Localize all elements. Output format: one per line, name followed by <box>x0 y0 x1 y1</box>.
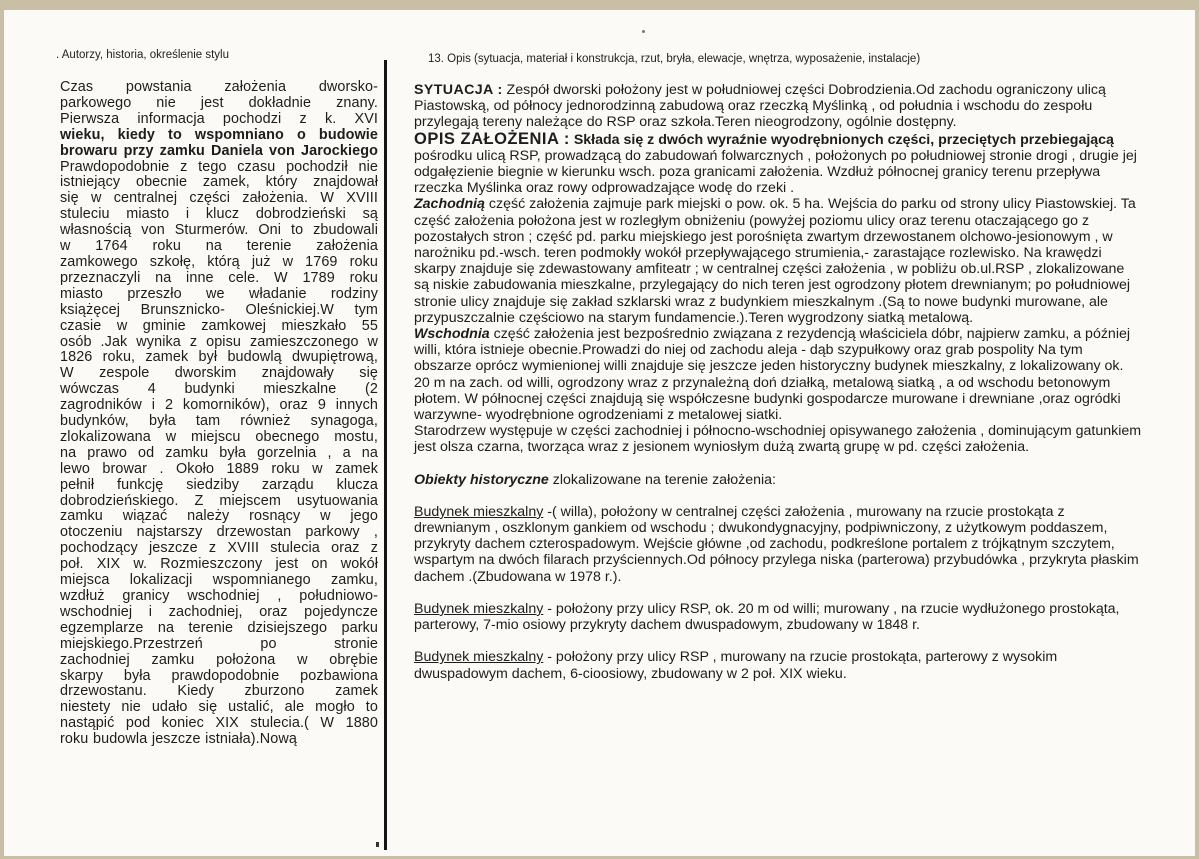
situation-paragraph <box>414 82 1142 131</box>
western-text: część założenia zajmuje park miejski o pow. ok. 5 ha. Wejścia do parku od strony ulicy Piastowskiej. Ta część założenia położona jest w rozległym obniżeniu (powyżej poziomu ulicy oraz terenu otaczającego go z pozostałych stron ; część pd. parku miejskiego jest porośnięta zwartym drzewostanem olchowo-jesionowym , w narożniku pd.-wsch. teren podmokły wokół przepływającego strumienia,- zarastające rozlewisko. Na krawędzi skarpy znajduje się zdewastowany amfiteatr ; w centralnej części założenia , w pobliżu ob.ul.RSP , zlokalizowane są niskie zabudowania mieszkalne, przylegający do nich teren jest ogrodzony płotem drewnianym; po południowej stronie ulicy znajduje się zakład szklarski wraz z budynkiem mieszkalnym .(Są to nowe budynki murowane, ale przypuszczalnie częściowo na starym fundamencie.).Teren wygrodzony siatką metalową. <box>414 196 1136 326</box>
history-line: stuleciu miasto i klucz dobrodzieński są <box>60 206 378 223</box>
history-line: przeznaczyli na inne cele. W 1789 roku <box>60 269 378 286</box>
historic-objects-heading <box>414 472 1142 488</box>
building-1-label: Budynek mieszkalny <box>414 503 544 520</box>
history-line: istniejący obecnie zamek, który znajdował <box>60 174 378 191</box>
history-line: niestety nie udało się ustalić, ale mogło to <box>60 699 378 716</box>
spacer <box>414 585 1142 601</box>
history-line: wówczas 4 budynki mieszkalne (2 <box>60 381 378 398</box>
history-line: W zespole dworskim znajdowały się <box>60 365 378 382</box>
spacer <box>414 633 1142 649</box>
old-trees-paragraph: Starodrzew występuje w części zachodniej i północno-wschodniej opisywanego założenia , dominującym gatunkiem jest olsza czarna, tworząca wraz z jesionem wyniosłym dużą zwartą grupę w pd. części założenia. <box>414 423 1142 456</box>
divider-mark <box>376 842 379 847</box>
layout-text: pośrodku ulicą RSP, prowadzącą do zabudowań folwarcznych , położonych po południowej stronie drogi , drugie jej odgałęzienie biegnie w kierunku wsch. poza granicami założenia. Wzdłuż północnej granicy terenu przepływa rzeczka Myślinka oraz rowy odprowadzające wodę do rzeki . <box>414 147 1137 197</box>
layout-paragraph <box>414 131 1142 197</box>
history-line: drzewostanu. Kiedy zburzono zamek <box>60 683 378 700</box>
history-line: dobrodzieńskiego. Z miejscem usytuowania <box>60 492 378 509</box>
history-line: miejskiego.Przestrzeń po stronie <box>60 635 378 652</box>
history-line: wzdłuż granicy wschodniej , południowo- <box>60 588 378 604</box>
layout-label: OPIS ZAŁOŻENIA : <box>414 129 570 148</box>
building-1-paragraph <box>414 504 1142 585</box>
right-column-header: 13. Opis (sytuacja, materiał i konstrukcja, rzut, bryła, elewacje, wnętrza, wyposażenie, instalacje) <box>428 53 921 65</box>
document-page <box>4 10 1195 856</box>
spacer <box>414 456 1142 472</box>
history-line: budynków, była tam również synagoga, <box>60 413 378 430</box>
western-part-paragraph <box>414 196 1142 326</box>
history-line: zlokalizowana w miejscu obecnego mostu, <box>60 428 378 445</box>
history-column <box>60 80 378 748</box>
eastern-text: część założenia jest bezpośrednio związana z rezydencją właściciela dóbr, najpierw zamku, a później willi, która istnieje obecnie.Prowadzi do niej od zachodu aleja - dąb szypułkowy oraz grab pospolity Na tym obszarze oprócz wymienionej willi znajduje się jeszcze jeden historyczny budynek mieszkalny, z lokalizowany ok. 20 m na zach. od willi, ogrodzony wraz z przynależną doń działką, metalową siatką , a od wschodu betonowym płotem. W północnej części znajdują się współczesne budynki gospodarcze murowane i drewniane ,oraz ogródki warzywne- wyodrębnione ogrodzeniami z metalowej siatki. <box>414 326 1131 424</box>
building-3-label: Budynek mieszkalny <box>414 649 544 666</box>
column-divider <box>384 60 387 850</box>
history-line: Czas powstania założenia dworsko- <box>60 79 378 95</box>
building-3-paragraph <box>414 649 1142 681</box>
building-2-text: - położony przy ulicy RSP, ok. 20 m od willi; murowany , na rzucie wydłużonego prostokąta, parterowy, 7-mio osiowy przykryty dachem dwuspadowym, zbudowany w 1848 r. <box>414 600 1120 634</box>
building-3-text: - położony przy ulicy RSP , murowany na rzucie prostokąta, parterowy z wysokim dwuspadowym dachem, 6-cioosiowy, zbudowany w 2 poł. XIX wieku. <box>414 649 1058 682</box>
history-line: wieku, kiedy to wspomniano o budowie <box>60 126 378 143</box>
history-line: książęcej Brunsznicko- Oleśnickiej.W tym <box>60 301 378 318</box>
building-2-label: Budynek mieszkalny <box>414 600 544 617</box>
history-line: roku budowla jeszcze istniała).Nową <box>60 731 297 748</box>
historic-objects-label: Obiekty historyczne <box>414 471 549 488</box>
description-column <box>414 82 1142 682</box>
history-line: egzemplarze na terenie dzisiejszego parku <box>60 619 378 636</box>
building-2-paragraph <box>414 601 1142 633</box>
history-line: poł. XIX w. Rozmieszczony jest on wokół <box>60 556 378 573</box>
history-line: pochodzący jeszcze z XVIII stulecia oraz z <box>60 540 378 557</box>
history-line: pełnił funkcję siedziby zarządu klucza <box>60 476 378 493</box>
history-line: parkowego nie jest dokładnie znany. <box>60 94 378 111</box>
history-line: w 1764 roku na terenie założenia <box>60 238 378 255</box>
history-line: osób .Jak wynika z opisu zamieszczonego w <box>60 333 378 350</box>
western-label: Zachodnią <box>414 196 485 213</box>
history-line: się w centralnej części założenia. W XVIII <box>60 190 378 207</box>
historic-objects-text: zlokalizowane na terenie założenia: <box>548 471 776 488</box>
speck <box>642 30 645 33</box>
spacer <box>414 488 1142 504</box>
history-line: 1826 roku, zamek był budowlą dwupiętrową, <box>60 349 378 366</box>
history-line: na prawo od zamku była gorzelnia , a na <box>60 444 378 461</box>
layout-lead: Składa się z dwóch wyraźnie wyodrębnionych części, przeciętych przebiegającą <box>569 131 1114 148</box>
history-line: Pierwsza informacja pochodzi z k. XVI <box>60 110 378 127</box>
history-line: czasie w gminie zamkowej mieszkało 55 <box>60 317 378 334</box>
situation-text: Zespół dworski położony jest w południowej części Dobrodzienia.Od zachodu ograniczony ulicą Piastowską, od północy jednorodzinną zabudową oraz rzeczką Myślinką , od południa i wschodu do zespołu przylegają tereny należące do RSP oraz szkoła.Teren nieogrodzony, ogólnie dostępny. <box>414 82 1106 131</box>
history-line: nastąpić pod koniec XIX stulecia.( W 1880 <box>60 715 378 732</box>
history-line: zamku wiązać należy rosnący w jego <box>60 508 378 525</box>
history-line: otoczeniu najstarszy drzewostan parkowy , <box>60 524 378 541</box>
history-line: własnością von Sturmerów. Oni to zbudowali <box>60 222 378 239</box>
eastern-label: Wschodnia <box>414 326 490 343</box>
history-line: Prawdopodobnie z tego czasu pochodził nie <box>60 158 378 175</box>
situation-label: SYTUACJA : <box>414 82 503 98</box>
history-line: zagrodników i 2 komorników), oraz 9 innych <box>60 397 378 414</box>
history-line: wschodniej i zachodniej, oraz pojedyncze <box>60 603 378 620</box>
history-line: skarpy była prawdopodobnie pozbawiona <box>60 667 378 684</box>
history-line: miasto przeszło we władanie rodziny <box>60 285 378 302</box>
history-line: miejsca lokalizacji wspomnianego zamku, <box>60 572 378 589</box>
left-column-header: . Autorzy, historia, określenie stylu <box>56 49 229 61</box>
history-line: browaru przy zamku Daniela von Jarockiego <box>60 142 378 159</box>
history-line: zamkowego szkołę, którą już w 1769 roku <box>60 253 378 270</box>
history-line: lewo browar . Około 1889 roku w zamek <box>60 460 378 477</box>
history-line: zachodniej zamku położona w obrębie <box>60 651 378 668</box>
eastern-part-paragraph <box>414 326 1142 423</box>
building-1-text: -( willa), położony w centralnej części założenia , murowany na rzucie prostokąta z drewnianym , oszklonym gankiem od wschodu ; dwukondygnacyjny, podpiwniczony, z użytkowym poddaszem, przykryty dachem czterospadowym. Wejście główne ,od zachodu, podkreślone portalem z trójkątnym szczytem, wspartym na dwóch filarach przyściennych.Od północy przylega niska (parterowa) przybudówka , przykryta płaskim dachem .(Zbudowana w 1978 r.). <box>414 503 1139 585</box>
